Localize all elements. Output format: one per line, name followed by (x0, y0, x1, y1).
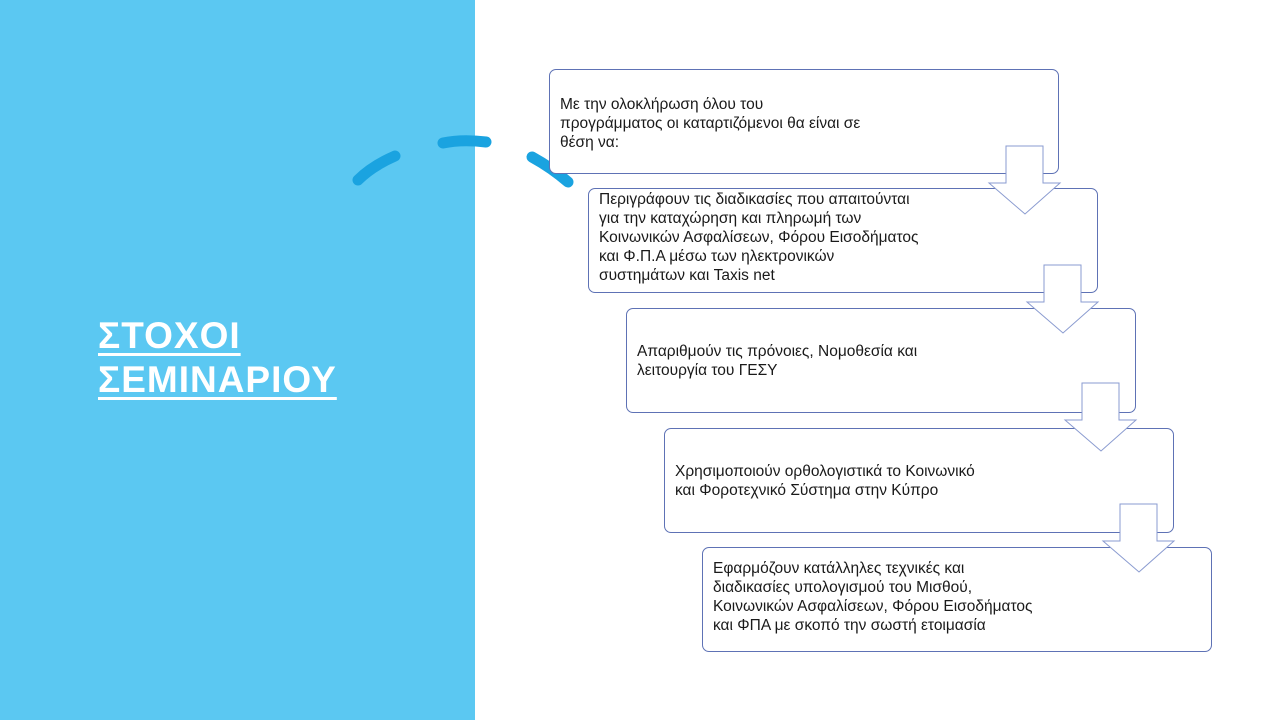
down-arrow-icon-3 (1065, 383, 1136, 451)
step-text-2: Περιγράφουν τις διαδικασίες που απαιτούνται για την καταχώρηση και πληρωμή των Κοινωνικών Ασφαλίσεων, Φόρου Εισοδήματος και Φ.Π.Α μέσω των ηλεκτρονικών συστημάτων και Taxis net (599, 191, 919, 284)
step-text-5: Εφαρμόζουν κατάλληλες τεχνικές και διαδικασίες υπολογισμού του Μισθού, Κοινωνικών Ασφαλίσεων, Φόρου Εισοδήματος και ΦΠΑ με σκοπό την σωστή ετοιμασία (713, 559, 1033, 634)
step-text-4: Χρησιμοποιούν ορθολογιστικά το Κοινωνικό και Φοροτεχνικό Σύστημα στην Κύπρο (675, 462, 975, 499)
down-arrow-icon-2 (1027, 265, 1098, 333)
slide-title-line-1: ΣΤΟΧΟΙ (98, 315, 241, 356)
down-arrow-icon-1 (989, 146, 1060, 214)
down-arrow-icon-4 (1103, 504, 1174, 572)
slide-title-line-2: ΣΕΜΙΝΑΡΙΟΥ (98, 359, 337, 400)
step-text-1: Με την ολοκλήρωση όλου του προγράμματος οι καταρτιζόμενοι θα είναι σε θέση να: (560, 96, 861, 151)
step-text-3: Απαριθμούν τις πρόνοιες, Νομοθεσία και λειτουργία του ΓΕΣΥ (637, 342, 918, 379)
